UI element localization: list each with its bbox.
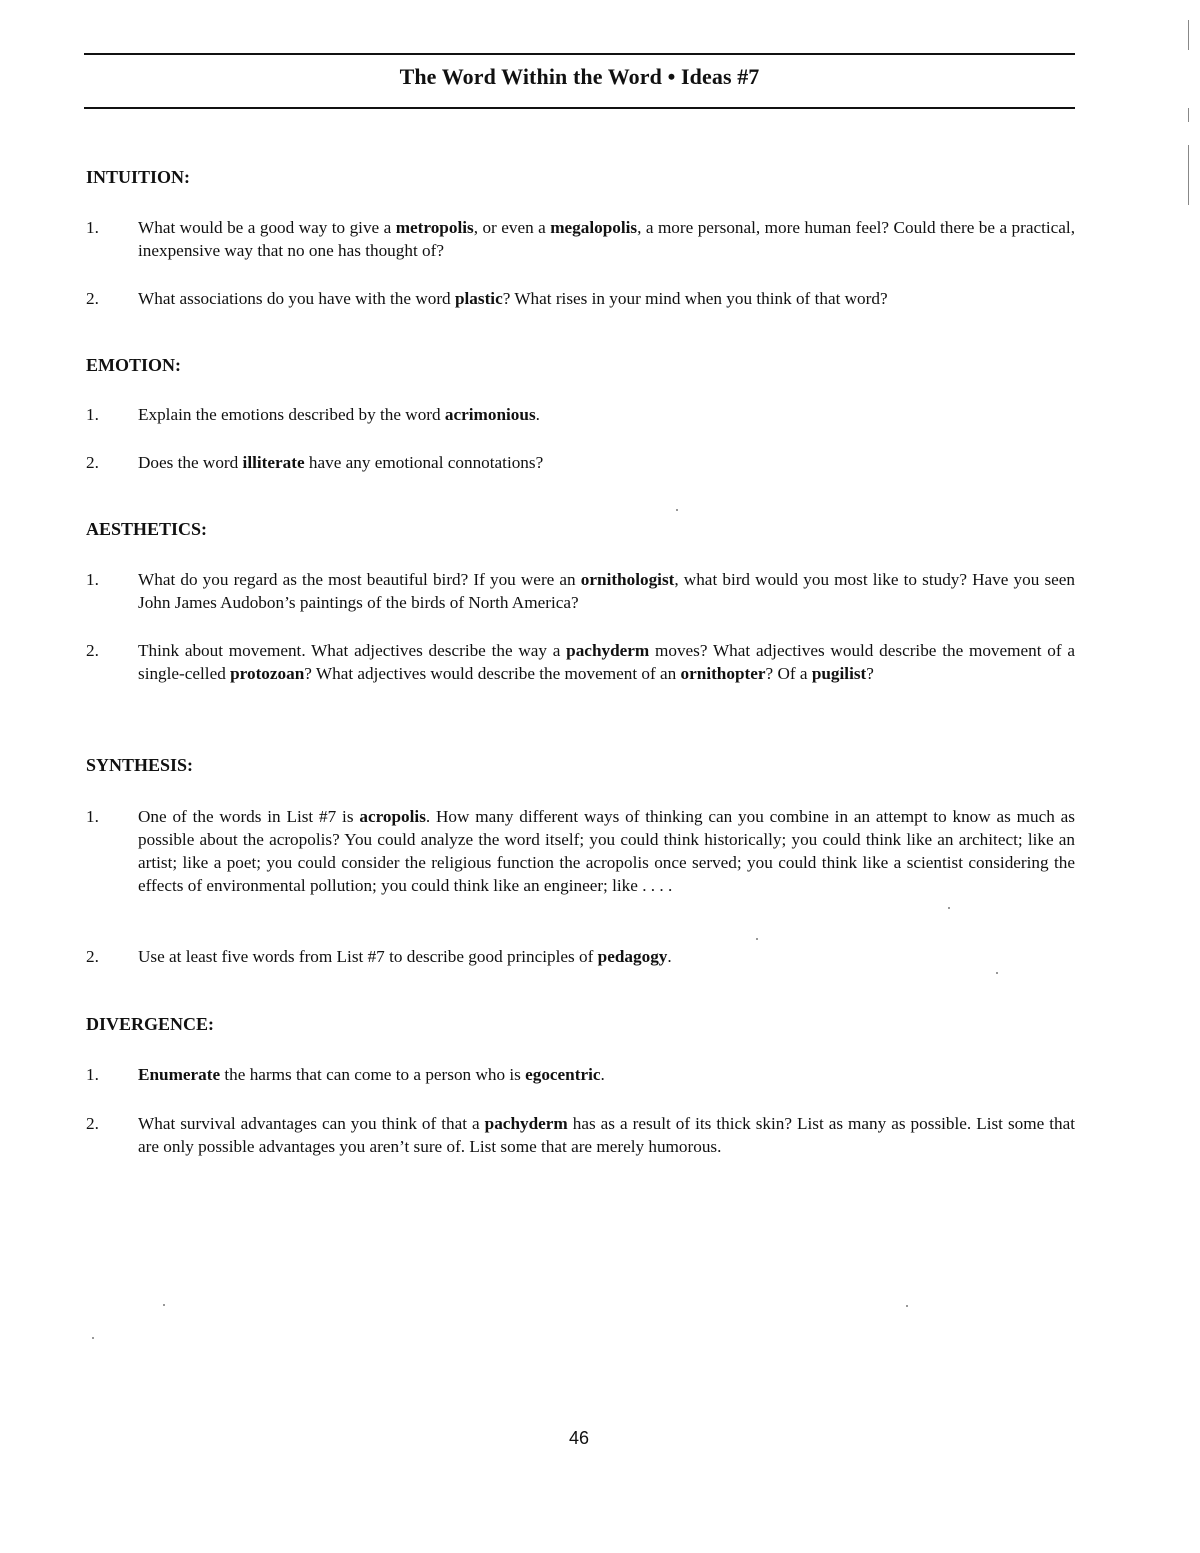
scan-speck bbox=[756, 938, 758, 940]
question-text-run: Use at least five words from List #7 to describe good principles of bbox=[138, 947, 598, 966]
question-text bbox=[138, 403, 1075, 426]
vocabulary-word: metropolis bbox=[395, 218, 474, 237]
question-item bbox=[86, 639, 1075, 685]
section-heading-divergence: DIVERGENCE: bbox=[86, 1014, 215, 1034]
vocabulary-word: acrimonious bbox=[444, 405, 536, 424]
question-item bbox=[86, 287, 1075, 310]
question-text bbox=[138, 805, 1075, 897]
question-text-run: Think about movement. What adjectives describe the way a bbox=[138, 641, 567, 660]
scan-speck bbox=[92, 1337, 94, 1339]
question-item bbox=[86, 805, 1075, 897]
vocabulary-word: pugilist bbox=[811, 664, 867, 683]
question-text-run: What would be a good way to give a bbox=[138, 218, 396, 237]
question-text-run: , or even a bbox=[473, 218, 551, 237]
question-text-run: have any emotional connotations? bbox=[304, 453, 544, 472]
question-item bbox=[86, 216, 1075, 262]
question-text-run: ? What adjectives would describe the movement of an bbox=[304, 664, 681, 683]
vocabulary-word: pedagogy bbox=[597, 947, 668, 966]
question-text-run: What survival advantages can you think of that a bbox=[138, 1114, 485, 1133]
vocabulary-word: egocentric bbox=[525, 1065, 601, 1084]
question-text-run: moves? What adjectives would describe the movement of a single-celled bbox=[138, 641, 1075, 683]
question-text bbox=[138, 1063, 1075, 1086]
scan-edge-mark bbox=[1188, 145, 1189, 205]
question-item bbox=[86, 403, 1075, 426]
question-text bbox=[138, 568, 1075, 614]
vocabulary-word: acropolis bbox=[359, 807, 426, 826]
top-rule bbox=[84, 53, 1075, 55]
scan-speck bbox=[676, 509, 678, 511]
vocabulary-word: ornithologist bbox=[580, 570, 675, 589]
question-text-run: . bbox=[667, 947, 672, 966]
question-item bbox=[86, 1063, 1075, 1086]
question-text bbox=[138, 639, 1075, 685]
question-text-run: What associations do you have with the word bbox=[138, 289, 455, 308]
question-item bbox=[86, 1112, 1075, 1158]
vocabulary-word: illiterate bbox=[242, 453, 305, 472]
question-text bbox=[138, 945, 1075, 968]
question-item bbox=[86, 945, 1075, 968]
question-text-run: Does the word bbox=[138, 453, 243, 472]
vocabulary-word: pachyderm bbox=[566, 641, 650, 660]
vocabulary-word: pachyderm bbox=[484, 1114, 568, 1133]
scan-edge-mark bbox=[1188, 108, 1189, 122]
question-text-run: . bbox=[600, 1065, 605, 1084]
vocabulary-word: megalopolis bbox=[550, 218, 638, 237]
scan-edge-mark bbox=[1188, 20, 1189, 50]
question-text-run: the harms that can come to a person who is bbox=[220, 1065, 526, 1084]
scan-speck bbox=[906, 1305, 908, 1307]
page-number: 46 bbox=[568, 1428, 590, 1448]
question-text-run: , a more personal, more human feel? Could there be a practical, inexpensive way that no one has thought of? bbox=[138, 218, 1075, 260]
vocabulary-word: plastic bbox=[454, 289, 503, 308]
scan-speck bbox=[163, 1304, 165, 1306]
question-item bbox=[86, 451, 1075, 474]
question-text bbox=[138, 1112, 1075, 1158]
question-text-run: ? What rises in your mind when you think of that word? bbox=[502, 289, 888, 308]
page-title: The Word Within the Word • Ideas #7 bbox=[399, 64, 760, 89]
question-text-run: has as a result of its thick skin? List as many as possible. List some that are only possible advantages you aren’t sure of. List some that are merely humorous. bbox=[138, 1114, 1075, 1156]
question-text-run: , what bird would you most like to study? Have you seen John James Audobon’s paintings of the birds of North America? bbox=[138, 570, 1075, 612]
question-number: 2. bbox=[86, 289, 99, 308]
section-heading-aesthetics: AESTHETICS: bbox=[86, 519, 208, 539]
question-text-run: ? Of a bbox=[765, 664, 812, 683]
vocabulary-word: protozoan bbox=[230, 664, 305, 683]
question-number: 1. bbox=[86, 807, 99, 826]
title-underline-rule bbox=[84, 107, 1075, 109]
section-heading-intuition: INTUITION: bbox=[86, 167, 191, 187]
question-number: 1. bbox=[86, 1065, 99, 1084]
question-number: 2. bbox=[86, 453, 99, 472]
section-heading-synthesis: SYNTHESIS: bbox=[86, 755, 194, 775]
scan-speck bbox=[948, 907, 950, 909]
question-text bbox=[138, 451, 1075, 474]
question-number: 1. bbox=[86, 218, 99, 237]
question-text-run: . How many different ways of thinking can you combine in an attempt to know as much as possible about the acropolis? You could analyze the word itself; you could think historically; you could think like an architect; like an artist; like a poet; you could consider the religious function the acropolis once served; you could think like a scientist considering the effects of environmental pollution; you could think like an engineer; like . . . . bbox=[138, 807, 1075, 895]
question-text-run: One of the words in List #7 is bbox=[138, 807, 360, 826]
section-heading-emotion: EMOTION: bbox=[86, 355, 182, 375]
question-text bbox=[138, 216, 1075, 262]
question-number: 2. bbox=[86, 1114, 99, 1133]
question-text-run: . bbox=[535, 405, 540, 424]
question-text-run: Explain the emotions described by the word bbox=[138, 405, 445, 424]
vocabulary-word: Enumerate bbox=[138, 1065, 221, 1084]
question-number: 1. bbox=[86, 570, 99, 589]
question-text-run: ? bbox=[866, 664, 874, 683]
question-text-run: What do you regard as the most beautiful bird? If you were an bbox=[138, 570, 581, 589]
question-number: 2. bbox=[86, 641, 99, 660]
question-text bbox=[138, 287, 1075, 310]
question-number: 2. bbox=[86, 947, 99, 966]
scan-speck bbox=[996, 972, 998, 974]
vocabulary-word: ornithopter bbox=[680, 664, 766, 683]
question-number: 1. bbox=[86, 405, 99, 424]
question-item bbox=[86, 568, 1075, 614]
